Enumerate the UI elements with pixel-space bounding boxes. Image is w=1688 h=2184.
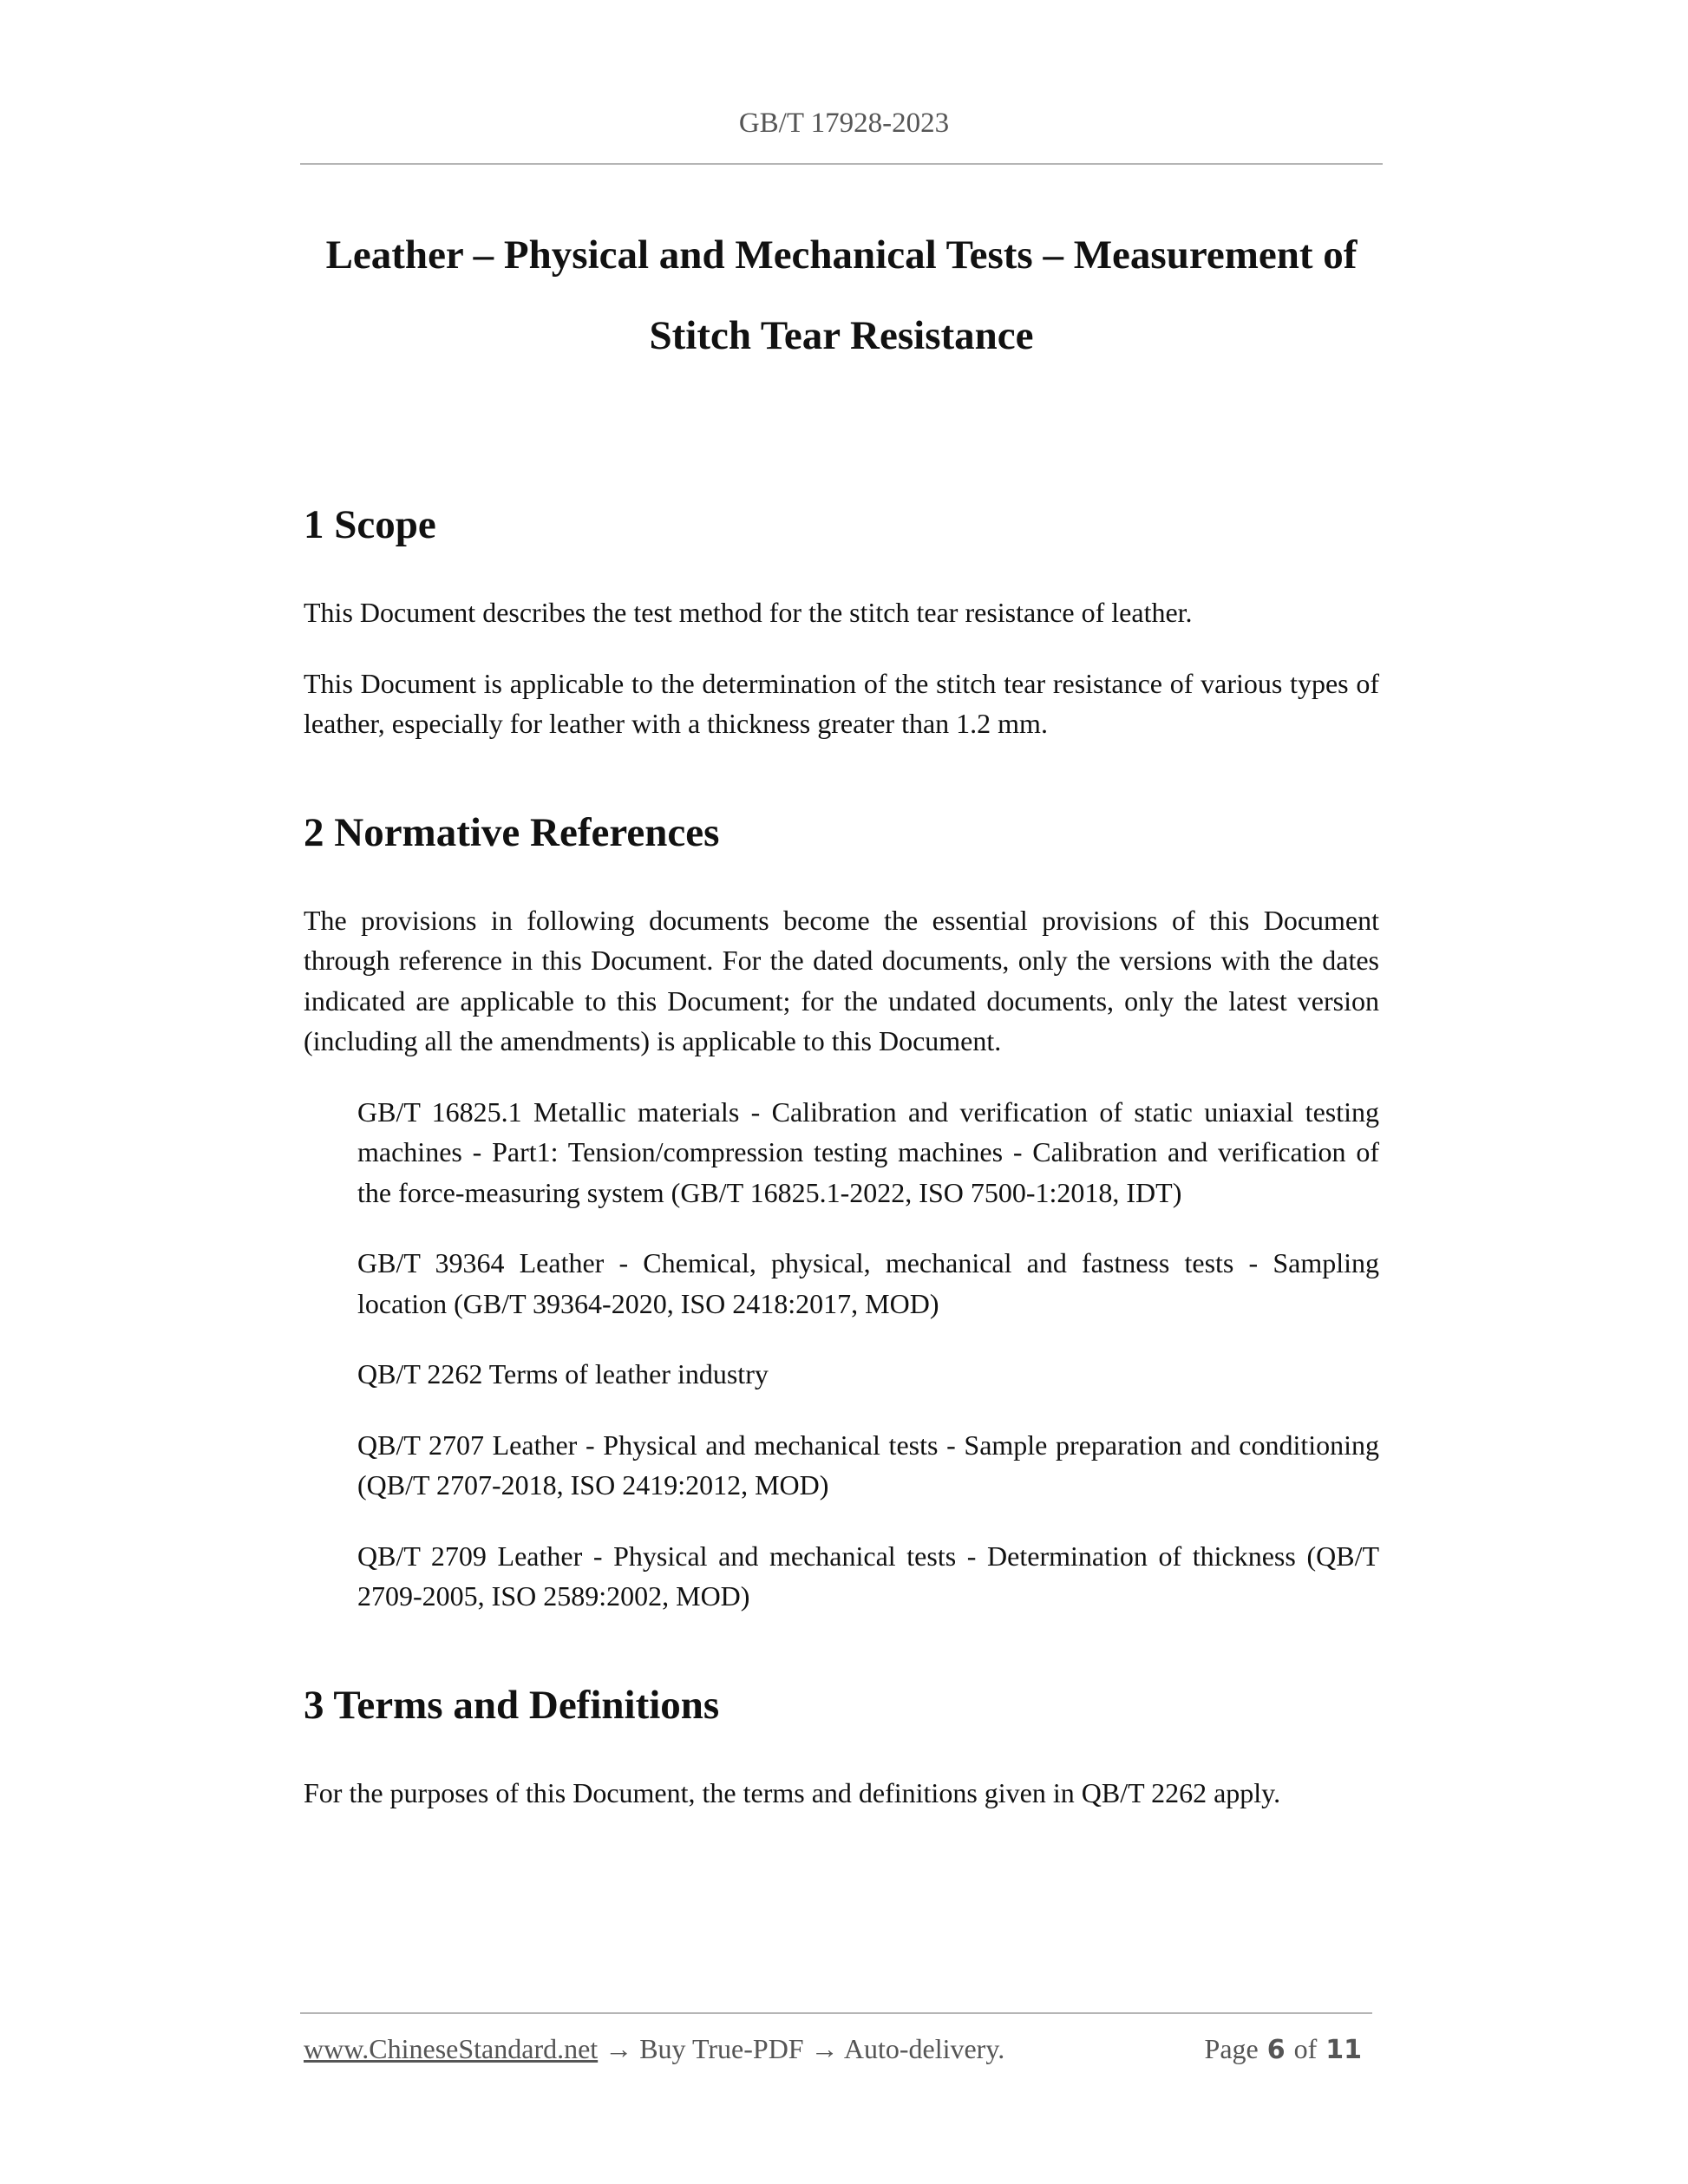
- header-divider: [300, 163, 1383, 165]
- chinese-standard-link[interactable]: www.ChineseStandard.net: [304, 2033, 599, 2064]
- document-body: [304, 499, 1379, 1843]
- section-heading-scope: 1 Scope: [304, 502, 436, 547]
- normative-intro-paragraph: The provisions in following documents become the essential provisions of this Document through reference in this Document. For the dated documents, only the versions with the dates indicated are applicable to this Document; for the undated documents, only the latest version (including all the amendments) is applicable to this Document.: [304, 904, 1379, 1056]
- scope-paragraph-1: This Document describes the test method for the stitch tear resistance of leather.: [304, 597, 1193, 628]
- header-standard-code: GB/T 17928-2023: [738, 108, 950, 139]
- page-of-label: of: [1293, 2033, 1318, 2064]
- section-heading-terms-definitions: 3 Terms and Definitions: [304, 1682, 720, 1728]
- document-title-line-2: Stitch Tear Resistance: [649, 313, 1034, 358]
- page-indicator: [1205, 2033, 1371, 2065]
- reference-item: GB/T 39364 Leather - Chemical, physical, mechanical and fastness tests - Sampling location (GB/T 39364-2020, ISO 2418:2017, MOD): [357, 1247, 1379, 1319]
- footer-promo-text: → Buy True-PDF → Auto-delivery.: [598, 2033, 1005, 2064]
- total-page-number: 11: [1325, 2035, 1362, 2065]
- scope-paragraph-2: This Document is applicable to the determination of the stitch tear resistance of various types of leather, especially for leather with a thickness greater than 1.2 mm.: [304, 667, 1379, 739]
- reference-item: QB/T 2262 Terms of leather industry: [357, 1358, 769, 1390]
- section-heading-normative-references: 2 Normative References: [304, 809, 720, 855]
- current-page-number: 6: [1266, 2035, 1286, 2065]
- reference-item: QB/T 2709 Leather - Physical and mechanical tests - Determination of thickness (QB/T 2709-2005, ISO 2589:2002, MOD): [357, 1540, 1379, 1612]
- document-title-line-1: Leather – Physical and Mechanical Tests – Measurement of: [325, 232, 1358, 278]
- terms-paragraph-1: For the purposes of this Document, the terms and definitions given in QB/T 2262 apply.: [304, 1776, 1281, 1808]
- footer-promo: [304, 2033, 1004, 2065]
- reference-item: GB/T 16825.1 Metallic materials - Calibration and verification of static uniaxial testing machines - Part1: Tension/compression testing machines - Calibration and verification of the force-measuring system (GB/T 16825.1-2022, ISO 7500-1:2018, IDT): [357, 1095, 1379, 1208]
- footer-divider: [300, 2012, 1372, 2014]
- page-label: Page: [1204, 2033, 1259, 2064]
- reference-item: QB/T 2707 Leather - Physical and mechanical tests - Sample preparation and conditioning (QB/T 2707-2018, ISO 2419:2012, MOD): [357, 1429, 1379, 1501]
- document-title: [300, 215, 1383, 376]
